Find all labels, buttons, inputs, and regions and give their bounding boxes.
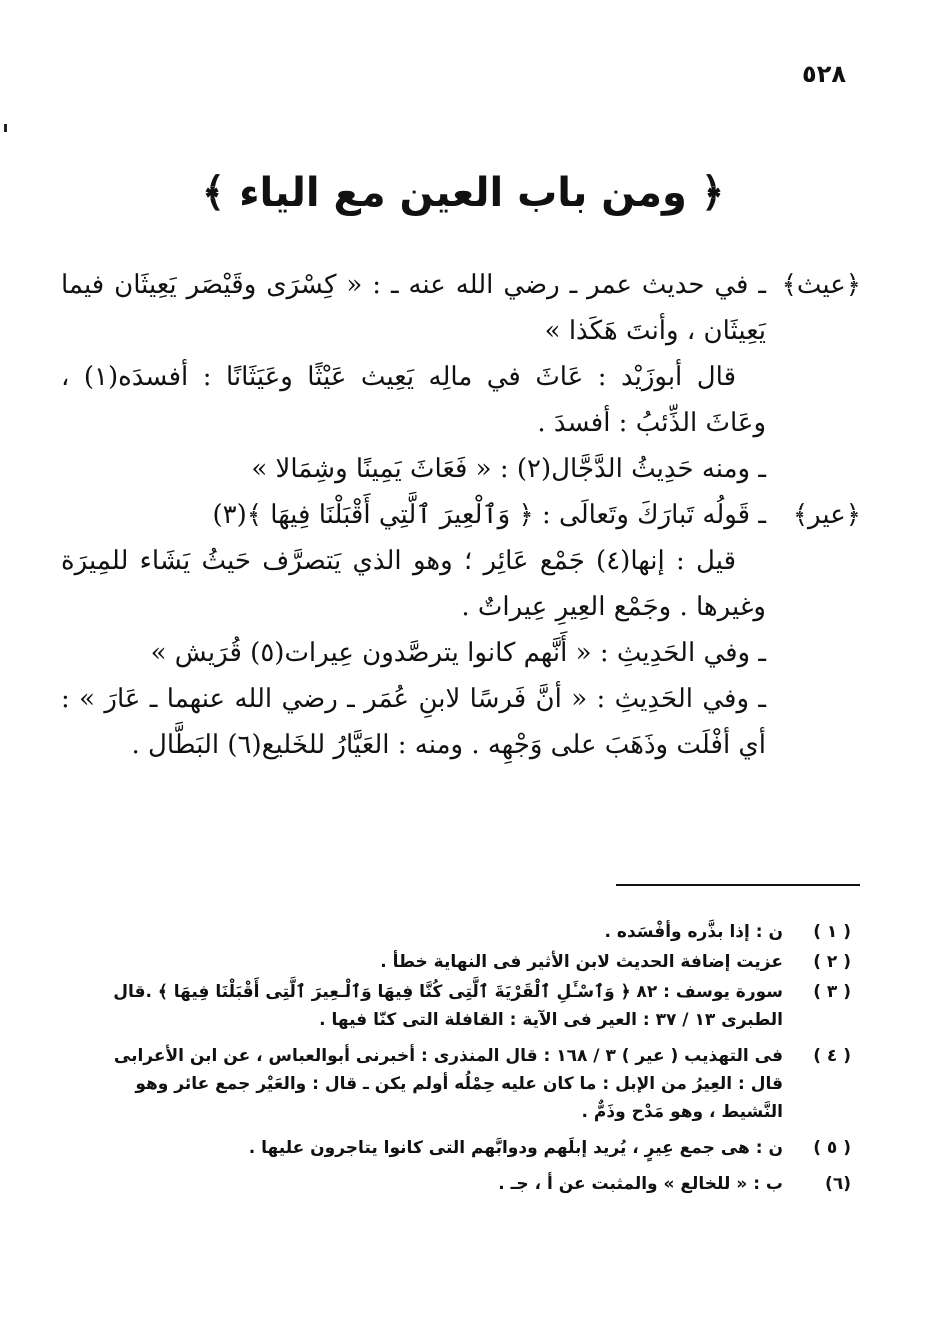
paragraph: ـ قَولُه تَبارَكَ وتَعالَى : ﴿ وَٱلْعِيرَ ٱلَّتِي أَقْبَلْنَا فِيهَا ﴾(٣) <box>212 500 766 530</box>
footnote <box>101 1042 851 1126</box>
footnote-number: ( ٥ ) <box>813 1138 851 1158</box>
footnote-text: ب : « للخالع » والمثبت عن أ ، جـ . <box>498 1174 783 1194</box>
footnote-text: عزيت إضافة الحديث لابن الأثير فى النهاية خطأ . <box>380 952 783 972</box>
footnote-number: ( ١ ) <box>813 922 851 942</box>
paragraph: قال أبوزَيْد : عَاثَ في مالِه يَعِيث عَيْثًا وعَيَثَانًا : أفسدَه(١) ، وعَاثَ الذِّئبُ : أفسدَ . <box>61 362 766 438</box>
footnote <box>101 978 851 1034</box>
footnote-number: ( ٤ ) <box>813 1046 851 1066</box>
footnote-text: سورة يوسف : ٨٢ ﴿ وَٱسْـَٔلِ ٱلْقَرْيَةَ ٱلَّتِى كُنَّا فِيهَا وَٱلْـعِيرَ ٱلَّتِى أَقْبَلْنَا فِيهَا ﴾ .قال الطبرى ١٣ / ٣٧ : العير فى الآية : القافلة التى كنّا فيها . <box>113 982 783 1030</box>
footnote-number: ( ٢ ) <box>813 952 851 972</box>
entry-ayth <box>61 262 861 492</box>
main-text <box>61 262 861 768</box>
paragraph: ـ في حديث عمر ـ رضي الله عنه ـ : « كِسْرَى وقَيْصَر يَعِيثَان فيما يَعِيثَان ، وأنتَ هَكَذا » <box>61 270 766 346</box>
footnote-number: ( ٣ ) <box>813 982 851 1002</box>
footnote <box>101 948 851 976</box>
footnote-text: ن : إذا بذَّره وأفْسَده . <box>604 922 783 942</box>
footnotes <box>101 918 851 1206</box>
paragraph: ـ وفي الحَدِيثِ : « أنَّ فَرسًا لابنِ عُمَر ـ رضي الله عنهما ـ عَارَ » : أي أفْلَت وذَهَبَ على وَجْهِه . ومنه : العَيَّارُ للخَليع(٦) البَطَّال . <box>61 684 766 760</box>
chapter-title: ﴿ ومن باب العين مع الياء ﴾ <box>201 170 725 216</box>
footnote-separator <box>616 884 860 886</box>
footnote <box>101 1170 851 1198</box>
footnote-text: فى التهذيب ( عير ) ٣ / ١٦٨ : قال المنذرى : أخبرنى أبوالعباس ، عن ابن الأعرابى قال : العِيرُ من الإبل : ما كان عليه حِمْلُه أولم يكن ـ قال : والعَيْر جمع عائر وهو النَّشيط ، وهو مَدْح وذَمٌّ . <box>113 1046 783 1122</box>
entry-ayr <box>61 492 861 768</box>
paragraph: ـ ومنه حَدِيثُ الدَّجَّال(٢) : « فَعَاثَ يَمِينًا وشِمَالا » <box>251 454 766 484</box>
paragraph: ـ وفي الحَدِيثِ : « أَنَّهم كانوا يترصَّدون عِيرات(٥) قُرَيش » <box>150 638 766 668</box>
footnote <box>101 1134 851 1162</box>
entry-headword: ﴿عيث﴾ <box>781 270 861 300</box>
footnote-text: ن : هى جمع عِيرٍ ، يُريد إبلَهم ودوابَّهم التى كانوا يتاجرون عليها . <box>248 1138 783 1158</box>
page-number: ٥٢٨ <box>802 60 846 88</box>
margin-mark <box>4 124 7 132</box>
entry-headword: ﴿عير﴾ <box>792 500 861 530</box>
footnote-number: (٦) <box>825 1174 851 1194</box>
paragraph: قيل : إنها(٤) جَمْع عَائِر ؛ وهو الذي يَتصرَّف حَيثُ يَشَاء للمِيرَة وغيرها . وجَمْع العِيرِ عِيراتٌ . <box>61 546 766 622</box>
footnote <box>101 918 851 946</box>
